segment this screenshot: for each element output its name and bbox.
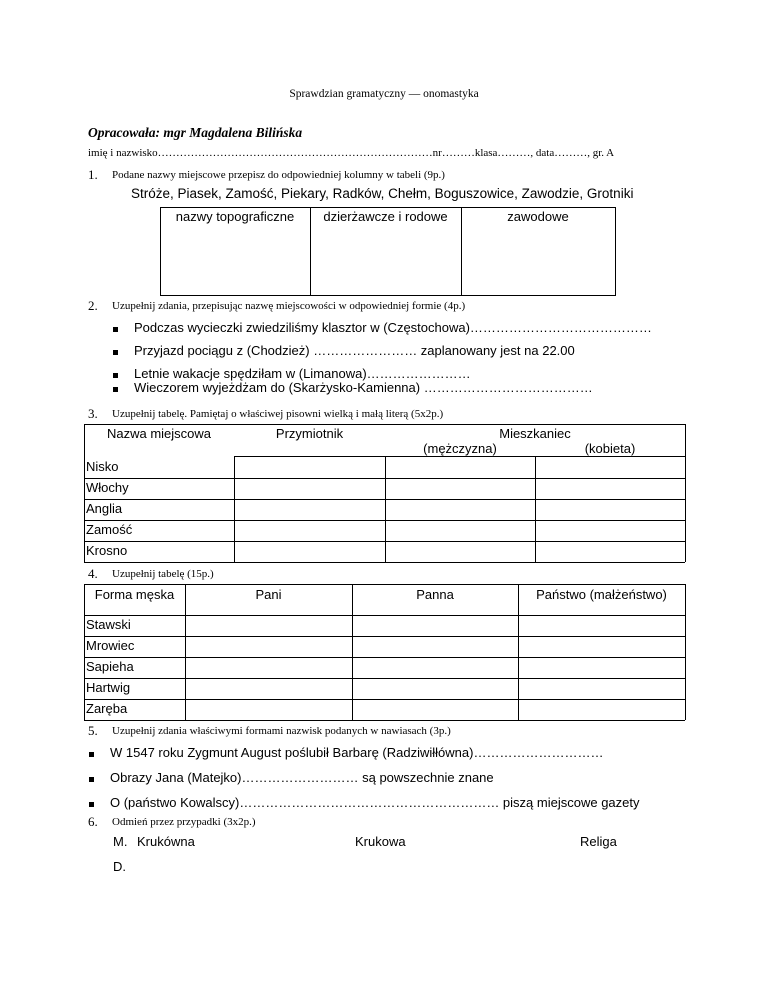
task1-answer-cell-occupational[interactable] [462,226,614,294]
task1-answer-cell-possessive[interactable] [311,226,460,294]
task4-header-masculine: Forma męska [94,587,175,602]
task1-header-occupational: zawodowe [507,209,569,224]
task3-row-label: Nisko [86,459,119,474]
bullet-icon [89,752,94,757]
task3-row-label: Zamość [86,522,133,537]
task3-row-label: Anglia [86,501,123,516]
task4-row-label: Mrowiec [86,638,135,653]
decline-word-3: Religa [580,834,617,849]
task4-header-panstwo: Państwo (małżeństwo) [536,587,667,602]
task4-row-label: Zaręba [86,701,128,716]
task1-word-list: Stróże, Piasek, Zamość, Piekary, Radków, Chełm, Boguszowice, Zawodzie, Grotniki [131,186,634,201]
task3-row-label: Krosno [86,543,128,558]
bullet-icon [113,387,118,392]
decline-word-2: Krukowa [355,834,406,849]
author-line: Opracowała: mgr Magdalena Bilińska [88,125,303,140]
case-label-m: M. [113,834,128,849]
task2-number: 2. [88,298,98,313]
task3-header-male: (mężczyzna) [423,441,497,456]
task3-header-resident: Mieszkaniec [499,426,571,441]
bullet-icon [113,327,118,332]
task3-header-adjective: Przymiotnik [275,426,344,441]
task4-header-pani: Pani [255,587,282,602]
task1-header-possessive: dzierżawcze i rodowe [323,209,448,224]
task5-item-3: O (państwo Kowalscy)…………………………………………………… piszą miejscowe gazety [110,795,640,810]
task4-row-label: Sapieha [86,659,134,674]
task3-row-label: Włochy [86,480,129,495]
page-title: Sprawdzian gramatyczny — onomastyka [289,88,479,100]
task4-number: 4. [88,566,98,581]
task5-item-1: W 1547 roku Zygmunt August poślubił Barbarę (Radziwiłłówna)………………………… [110,745,604,760]
task4-header-panna: Panna [416,587,454,602]
task5-number: 5. [88,723,98,738]
task1-answer-cell-topographic[interactable] [161,226,309,294]
task2-item-2: Przyjazd pociągu z (Chodzież) …………………… zaplanowany jest na 22.00 [134,343,575,358]
task4-instruction: Uzupełnij tabelę (15p.) [112,568,214,580]
bullet-icon [113,350,118,355]
task3-header-female: (kobieta) [584,441,636,456]
task2-item-4: Wieczorem wyjeżdżam do (Skarżysko-Kamienna) ………………………………… [134,380,593,395]
case-label-d: D. [113,859,126,874]
bullet-icon [89,802,94,807]
task5-item-2: Obrazy Jana (Matejko)……………………… są powszechnie znane [110,770,494,785]
task3-instruction: Uzupełnij tabelę. Pamiętaj o właściwej pisowni wielką i małą literą (5x2p.) [112,408,444,420]
task2-item-3: Letnie wakacje spędziłam w (Limanowa)…………………… [134,366,471,381]
task1-number: 1. [88,167,98,182]
bullet-icon [89,777,94,782]
task3-number: 3. [88,406,98,421]
task2-item-1: Podczas wycieczki zwiedziliśmy klasztor w (Częstochowa)…………………………………… [134,320,652,335]
task6-number: 6. [88,814,98,829]
task5-instruction: Uzupełnij zdania właściwymi formami nazwisk podanych w nawiasach (3p.) [112,725,451,737]
task1-instruction: Podane nazwy miejscowe przepisz do odpowiedniej kolumny w tabeli (9p.) [112,169,445,181]
task4-row-label: Hartwig [86,680,131,695]
decline-word-1: Krukówna [137,834,195,849]
task6-instruction: Odmień przez przypadki (3x2p.) [112,816,256,828]
task1-header-topographic: nazwy topograficzne [175,209,295,224]
task2-instruction: Uzupełnij zdania, przepisując nazwę miejscowości w odpowiedniej formie (4p.) [112,300,466,312]
task3-header-place: Nazwa miejscowa [106,426,212,441]
bullet-icon [113,373,118,378]
task4-row-label: Stawski [86,617,131,632]
student-info-line: imię i nazwisko…………………………………………………………………nr………klasa………, data………, gr. A [88,147,615,159]
